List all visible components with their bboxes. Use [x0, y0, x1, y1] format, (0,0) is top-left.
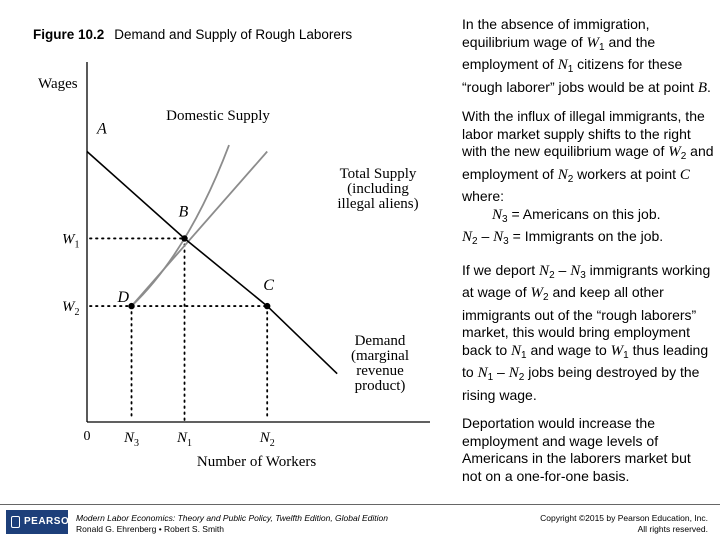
y-tick-label-w1: $W_1$: [62, 231, 80, 251]
book-citation: [76, 513, 388, 535]
copyright-notice: [540, 513, 708, 535]
explanation-panel: [462, 16, 714, 496]
equilibrium-points: [128, 235, 270, 309]
total-supply-label-line-1: Total Supply: [339, 166, 417, 182]
pearson-logo: PEARSON: [6, 510, 68, 534]
domestic-supply-curve: [132, 145, 230, 306]
demand-label-line-2: (marginal: [350, 348, 410, 364]
explanation-paragraph-4: Deportation would increase the employment and wage levels of Americans in the laborers market but not on a one-for-one basis.: [462, 415, 691, 484]
demand-label-line-4: product): [354, 378, 406, 394]
point-c-label: C: [263, 277, 274, 295]
origin-label: 0: [83, 429, 91, 444]
book-authors: Ronald G. Ehrenberg • Robert S. Smith: [76, 524, 225, 534]
pearson-logo-icon: [11, 516, 20, 528]
point-b-marker: [181, 235, 187, 241]
point-a-label: A: [97, 120, 107, 138]
total-supply-label-line-3: illegal aliens): [337, 196, 419, 212]
chart-labels: [96, 108, 419, 394]
rights-line: All rights reserved.: [637, 524, 708, 534]
explanation-paragraph-3: If we deport $N_2 - N_3$ immigrants working at wage of $W_2$ and keep all other immigrants out of the “rough laborers” market, this would bring employment back to $N_1$ and wage to $W_1$ thus leading to $N_1 - N_2$ jobs being destroyed by the rising wage.: [462, 261, 711, 403]
explanation-paragraph-1: In the absence of immigration, equilibrium wage of $W_1$ and the employment of $N_1$ citizens for these “rough laborer” jobs would be at point B.: [462, 16, 711, 96]
figure-number: Figure 10.2: [33, 27, 105, 42]
dotted-guides: [90, 238, 267, 420]
figure-name: Demand and Supply of Rough Laborers: [114, 27, 353, 42]
americans-line: $N_3$ = Americans on this job.: [492, 205, 661, 225]
point-d-label: D: [117, 289, 130, 307]
book-title: Modern Labor Economics: Theory and Public Policy, Twelfth Edition, Global Edition: [76, 513, 388, 523]
point-d-marker: [128, 303, 134, 309]
x-tick-label-n3: $N_3$: [124, 430, 140, 449]
immigrants-line: $N_2 - N_3$ = Immigrants on the job.: [462, 228, 664, 247]
total-supply-label-line-2: (including: [347, 181, 409, 197]
y-axis-title: Wages: [38, 76, 78, 92]
x-axis-title: Number of Workers: [196, 454, 317, 470]
x-tick-label-n2: $N_2$: [259, 430, 275, 449]
total-supply-curve: [132, 152, 268, 307]
x-tick-label-n1: $N_1$: [177, 430, 193, 449]
copyright-line: Copyright ©2015 by Pearson Education, Inc.: [540, 513, 708, 523]
demand-label-line-1: Demand: [354, 333, 406, 349]
footer-divider: [0, 504, 720, 505]
explanation-paragraph-2: With the influx of illegal immigrants, the labor market supply shifts to the right with the new equilibrium wage of $W_2$ and employment of $N_2$ workers at point C where: $N_3$ = Americans on this job. $N_2 - N_3$ = Immigrants on the job.: [462, 108, 714, 247]
y-tick-label-w2: $W_2$: [62, 299, 80, 319]
point-b-label: B: [178, 203, 189, 221]
point-c-marker: [264, 303, 270, 309]
demand-label-line-3: revenue: [356, 363, 404, 379]
domestic-supply-label-line-1: Domestic Supply: [166, 108, 270, 124]
curves: [87, 145, 337, 374]
